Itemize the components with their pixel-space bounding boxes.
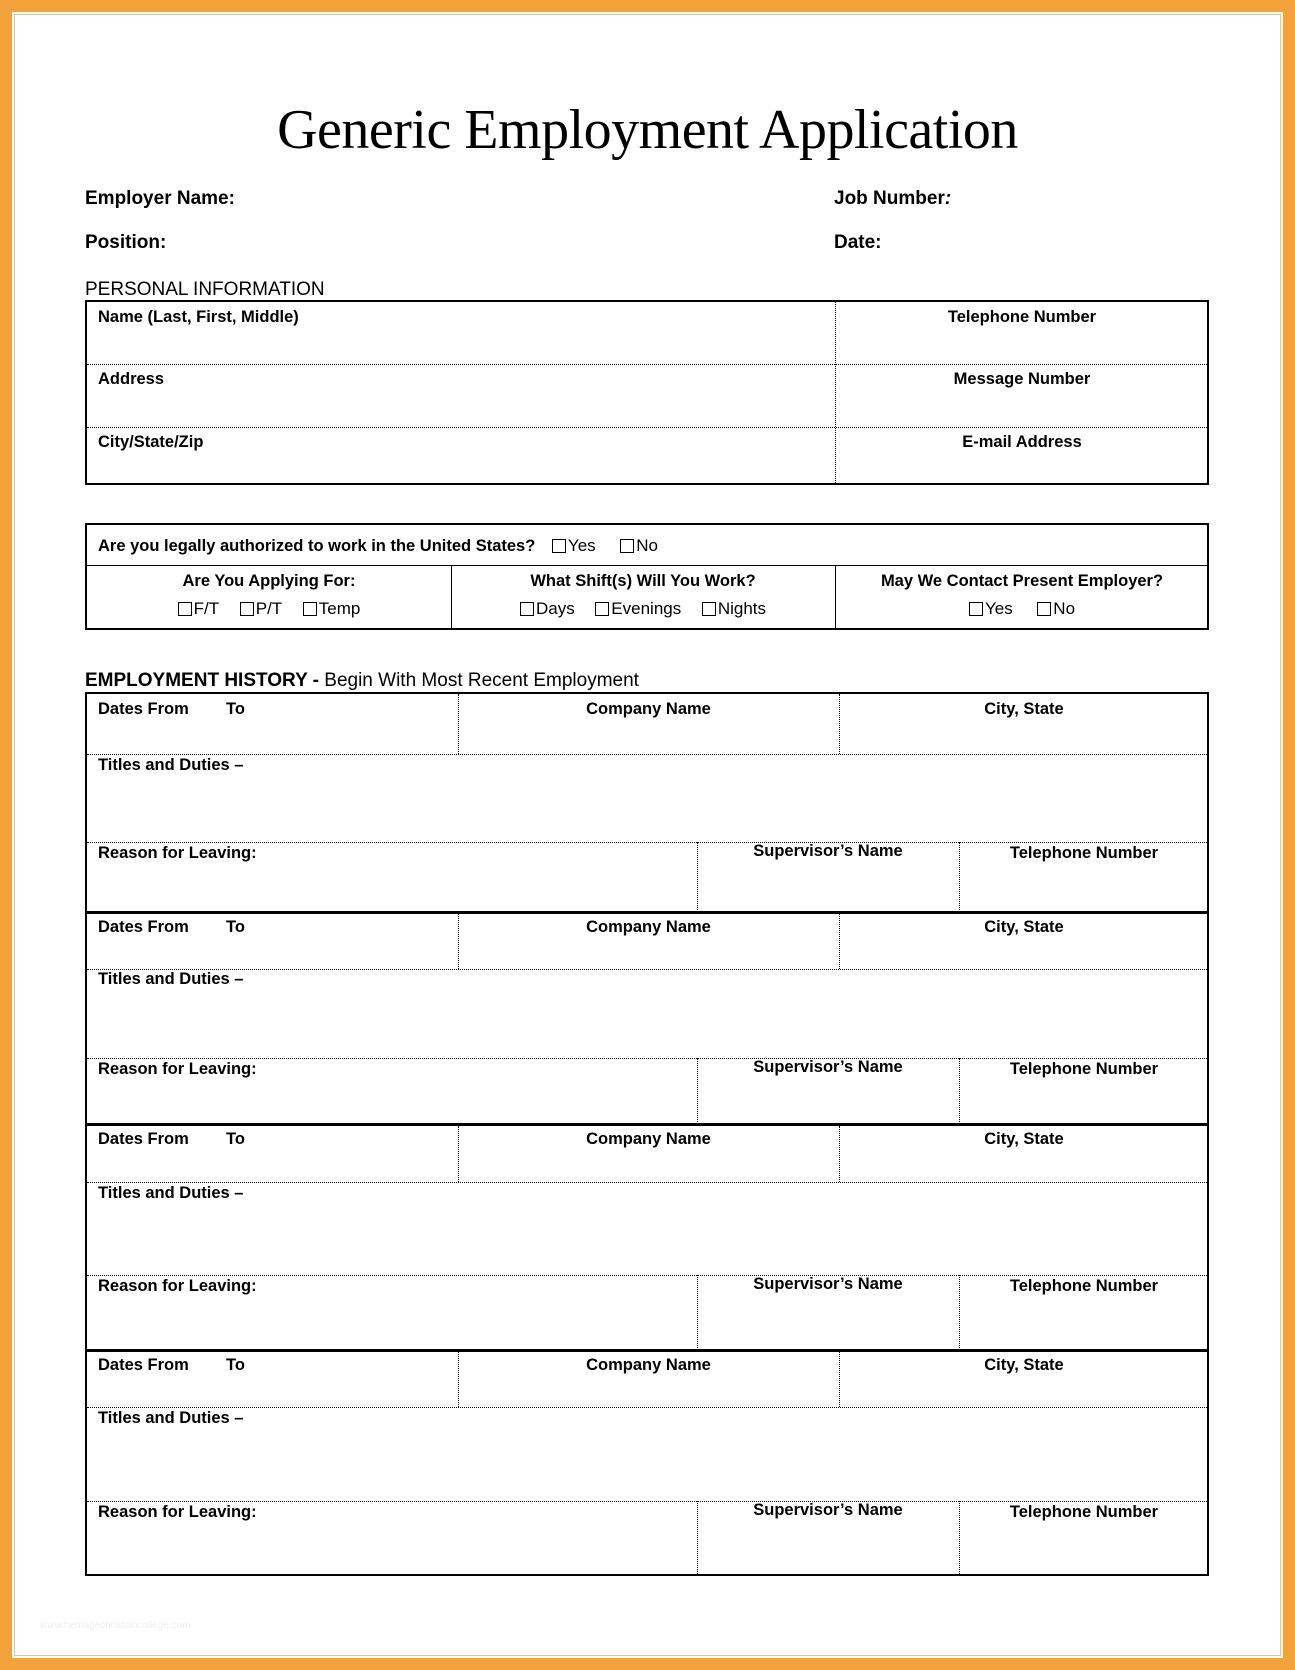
telephone-number-label: Telephone Number <box>1009 1060 1159 1078</box>
dates-to-label: To <box>226 1356 245 1374</box>
contact-no-option[interactable]: No <box>1037 599 1075 619</box>
city-state-zip-field[interactable] <box>87 427 835 483</box>
company-name-label: Company Name <box>586 700 711 718</box>
contact-employer-group <box>835 572 1209 619</box>
job-number-label: Job Number: <box>834 188 952 209</box>
employment-history-table <box>85 692 1209 1576</box>
row-divider <box>87 565 1207 566</box>
row-divider <box>87 969 1207 970</box>
days-option[interactable]: Days <box>520 599 575 619</box>
checkbox-icon[interactable] <box>178 602 192 616</box>
personal-info-title: PERSONAL INFORMATION <box>85 279 325 300</box>
checkbox-icon[interactable] <box>620 539 634 553</box>
dates-from-label: Dates From <box>98 918 189 936</box>
dates-to-label: To <box>226 918 245 936</box>
row-divider <box>87 754 1207 755</box>
message-number-label: Message Number <box>953 370 1091 388</box>
row-divider <box>87 1182 1207 1183</box>
dates-from-label: Dates From <box>98 700 189 718</box>
email-label: E-mail Address <box>962 433 1082 451</box>
date-label: Date: <box>834 232 882 253</box>
personal-info-table <box>85 300 1209 485</box>
checkbox-icon[interactable] <box>303 602 317 616</box>
city-state-label: City, State <box>984 1130 1064 1148</box>
page-title: Generic Employment Application <box>277 99 1018 161</box>
shifts-label: What Shift(s) Will You Work? <box>530 572 756 590</box>
titles-duties-label: Titles and Duties – <box>98 1184 244 1202</box>
dates-from-label: Dates From <box>98 1356 189 1374</box>
city-state-label: City, State <box>984 1356 1064 1374</box>
watermark: www.heritagechristiancollege.com <box>40 1620 191 1631</box>
nights-option[interactable]: Nights <box>702 599 766 619</box>
applying-for-group <box>87 572 451 619</box>
reason-leaving-label: Reason for Leaving: <box>98 1060 257 1078</box>
applying-for-label: Are You Applying For: <box>182 572 356 590</box>
authorization-table <box>85 523 1209 630</box>
email-field[interactable] <box>835 427 1209 483</box>
evenings-option[interactable]: Evenings <box>595 599 681 619</box>
contact-yes-option[interactable]: Yes <box>969 599 1013 619</box>
address-label: Address <box>98 370 165 388</box>
authorized-yes-option[interactable]: Yes <box>552 536 596 556</box>
telephone-label: Telephone Number <box>947 308 1097 326</box>
telephone-number-label: Telephone Number <box>1009 1503 1159 1521</box>
city-state-label: City, State <box>984 918 1064 936</box>
titles-duties-label: Titles and Duties – <box>98 1409 244 1427</box>
row-divider <box>87 1407 1207 1408</box>
telephone-field[interactable] <box>835 302 1209 364</box>
employer-name-label: Employer Name: <box>85 188 235 209</box>
name-field[interactable] <box>87 302 835 364</box>
employment-history-subtitle: Begin With Most Recent Employment <box>324 670 639 691</box>
city-state-label: City, State <box>984 700 1064 718</box>
checkbox-icon[interactable] <box>520 602 534 616</box>
supervisor-name-label: Supervisor’s Name <box>753 842 903 860</box>
message-number-field[interactable] <box>835 364 1209 427</box>
company-name-label: Company Name <box>586 918 711 936</box>
temp-option[interactable]: Temp <box>303 599 361 619</box>
work-authorization-row <box>98 536 1198 556</box>
checkbox-icon[interactable] <box>702 602 716 616</box>
checkbox-icon[interactable] <box>595 602 609 616</box>
name-label: Name (Last, First, Middle) <box>98 308 299 326</box>
city-state-zip-label: City/State/Zip <box>98 433 204 451</box>
shifts-group <box>451 572 835 619</box>
reason-leaving-label: Reason for Leaving: <box>98 1503 257 1521</box>
work-authorization-question: Are you legally authorized to work in the United States? <box>98 537 536 555</box>
supervisor-name-label: Supervisor’s Name <box>753 1058 903 1076</box>
telephone-number-label: Telephone Number <box>1009 1277 1159 1295</box>
pt-option[interactable]: P/T <box>240 599 282 619</box>
reason-leaving-label: Reason for Leaving: <box>98 844 257 862</box>
employment-history-title: EMPLOYMENT HISTORY - Begin With Most Recent Employment <box>85 670 639 691</box>
ft-option[interactable]: F/T <box>178 599 220 619</box>
checkbox-icon[interactable] <box>969 602 983 616</box>
checkbox-icon[interactable] <box>552 539 566 553</box>
supervisor-name-label: Supervisor’s Name <box>753 1275 903 1293</box>
position-label: Position: <box>85 232 167 253</box>
company-name-label: Company Name <box>586 1130 711 1148</box>
reason-leaving-label: Reason for Leaving: <box>98 1277 257 1295</box>
address-field[interactable] <box>87 364 835 427</box>
supervisor-name-label: Supervisor’s Name <box>753 1501 903 1519</box>
checkbox-icon[interactable] <box>1037 602 1051 616</box>
titles-duties-label: Titles and Duties – <box>98 756 244 774</box>
dates-to-label: To <box>226 700 245 718</box>
telephone-number-label: Telephone Number <box>1009 844 1159 862</box>
titles-duties-label: Titles and Duties – <box>98 970 244 988</box>
authorized-no-option[interactable]: No <box>620 536 658 556</box>
checkbox-icon[interactable] <box>240 602 254 616</box>
company-name-label: Company Name <box>586 1356 711 1374</box>
dates-from-label: Dates From <box>98 1130 189 1148</box>
contact-employer-label: May We Contact Present Employer? <box>880 572 1164 590</box>
dates-to-label: To <box>226 1130 245 1148</box>
